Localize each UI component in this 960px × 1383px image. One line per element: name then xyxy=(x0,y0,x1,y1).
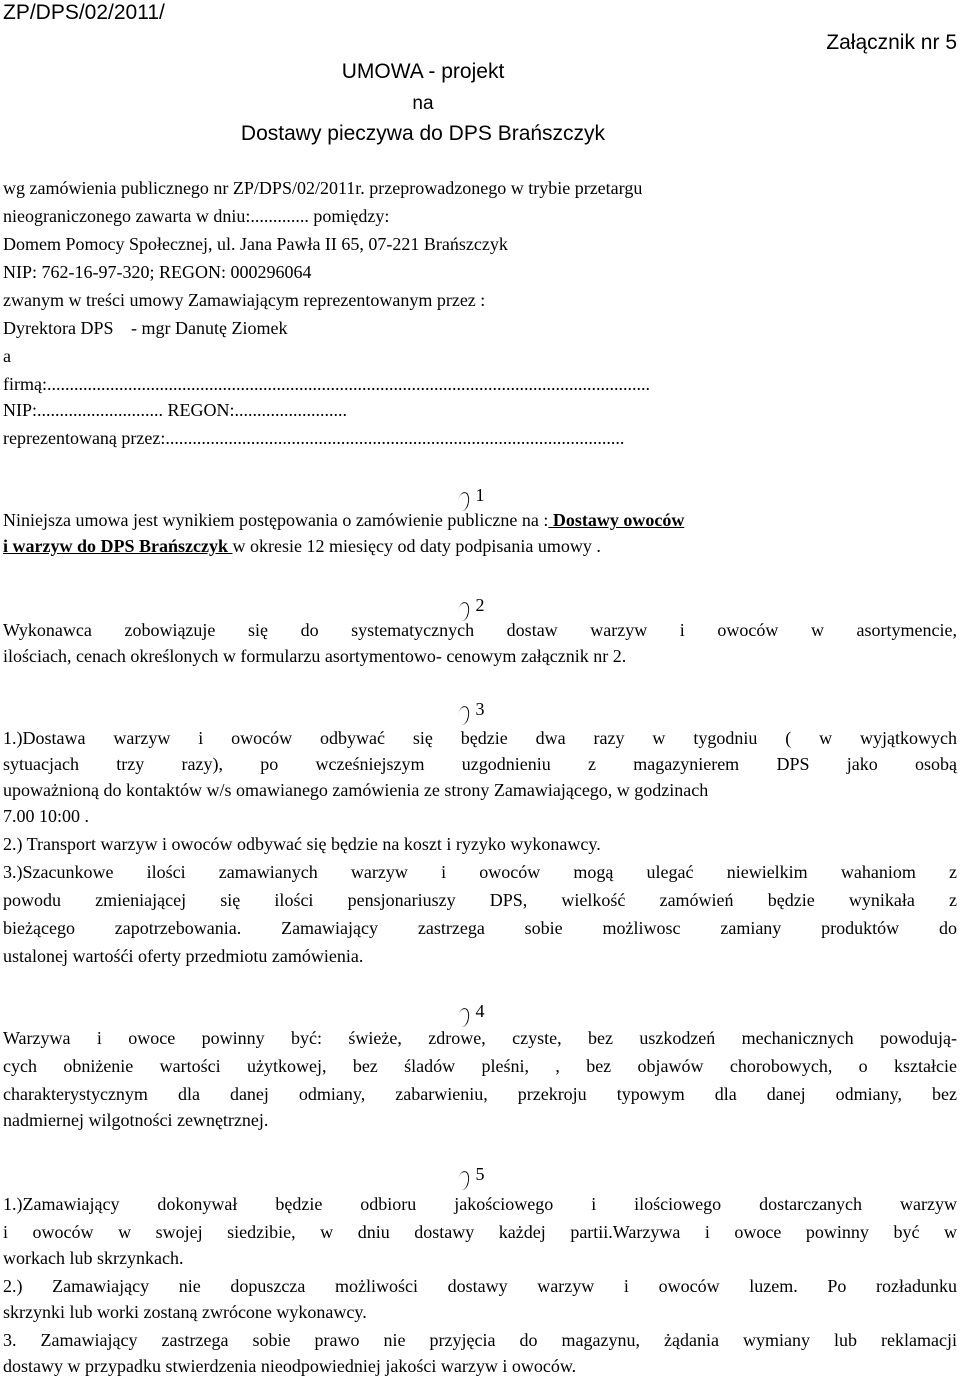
section-heading-1: 1 xyxy=(475,485,485,505)
section-3-line: bieżącego zapotrzebowania. Zamawiający zastrzega sobie możliwosc zamiany produktów do xyxy=(3,918,957,938)
annex-label: Załącznik nr 5 xyxy=(826,31,957,54)
section-3-line: 3.)Szacunkowe ilości zamawianych warzyw i owoców mogą ulegać niewielkim wahaniom z xyxy=(3,862,957,882)
contractor-ids-line: NIP:............................ REGON:......................... xyxy=(3,400,348,420)
representative-line xyxy=(3,315,957,341)
intro-line: wg zamówienia publicznego nr ZP/DPS/02/2011r. przeprowadzonego w trybie przetargu xyxy=(3,178,643,198)
document-title: UMOWA - projekt xyxy=(341,60,505,83)
section-5-line: 1.)Zamawiający dokonywał będzie odbioru jakościowego i ilościowego dostarczanych warzyw xyxy=(3,1194,957,1214)
section-heading-2: 2 xyxy=(475,595,485,615)
section-3-line: upoważnioną do kontaktów w/s omawianego zamówienia ze strony Zamawiającego, w godzinach xyxy=(3,780,709,800)
document-number: ZP/DPS/02/2011/ xyxy=(3,1,165,24)
section-4-line: Warzywa i owoce powinny być: świeże, zdrowe, czyste, bez uszkodzeń mechanicznych powodują- xyxy=(3,1028,957,1048)
section-5-line: 2.) Zamawiający nie dopuszcza możliwości dostawy warzyw i owoców luzem. Po rozładunku xyxy=(3,1276,957,1296)
section-5-line: 3. Zamawiający zastrzega sobie prawo nie przyjęcia do magazynu, żądania wymiany lub reklamacji xyxy=(3,1330,957,1350)
section-2-line: Wykonawca zobowiązuje się do systematycznych dostaw warzyw i owoców w asortymencie, xyxy=(3,620,957,640)
section-4-line: nadmiernej wilgotności zewnętrznej. xyxy=(3,1110,269,1130)
intro-line: nieograniczonego zawarta w dniu:............. pomiędzy: xyxy=(3,206,390,226)
section-4-line: cych obniżenie wartości użytkowej, bez śladów pleśni, , bez objawów chorobowych, o kształcie xyxy=(3,1056,957,1076)
section-1-line: i warzyw do DPS Brańszczyk w okresie 12 miesięcy od daty podpisania umowy . xyxy=(3,536,601,556)
section-2-line: ilościach, cenach określonych w formularzu asortymentowo- cenowym załącznik nr 2. xyxy=(3,646,627,666)
intro-line: zwanym w treści umowy Zamawiającym reprezentowanym przez : xyxy=(3,290,486,310)
contractor-representative-line: reprezentowaną przez:...................................................................................................... xyxy=(3,428,625,448)
intro-line: Domem Pomocy Społecznej, ul. Jana Pawła II 65, 07-221 Brańszczyk xyxy=(3,234,508,254)
representative-name: - mgr Danutę Ziomek xyxy=(131,318,288,338)
section-5-line: workach lub skrzynkach. xyxy=(3,1248,184,1268)
section-3-line: 7.00 10:00 . xyxy=(3,806,90,826)
section-5-line: dostawy w przypadku stwierdzenia nieodpowiedniej jakości warzyw i owoców. xyxy=(3,1356,577,1376)
section-4-line: charakterystycznym dla danej odmiany, zabarwieniu, przekroju typowym dla danej odmiany, bez xyxy=(3,1084,957,1104)
section-3-line: 2.) Transport warzyw i owoców odbywać się będzie na koszt i ryzyko wykonawcy. xyxy=(3,834,601,854)
intro-line: a xyxy=(3,346,11,366)
section-3-line: powodu zmieniającej się ilości pensjonariuszy DPS, wielkość zamówień będzie wynikała z xyxy=(3,890,957,910)
contract-subject: Dostawy owoców xyxy=(548,510,685,530)
section-heading-4: 4 xyxy=(475,1001,485,1021)
section-3-line: 1.)Dostawa warzyw i owoców odbywać się będzie dwa razy w tygodniu ( w wyjątkowych xyxy=(3,728,957,748)
section-heading-3: 3 xyxy=(475,699,485,719)
section-3-line: sytuacjach trzy razy), po wcześniejszym uzgodnieniu z magazynierem DPS jako osobą xyxy=(3,754,957,774)
section-heading-5: 5 xyxy=(475,1164,485,1184)
document-title-connector: na xyxy=(412,93,434,114)
intro-line: NIP: 762-16-97-320; REGON: 000296064 xyxy=(3,262,312,282)
section-1-line: Niniejsza umowa jest wynikiem postępowania o zamówienie publiczne na : Dostawy owoców xyxy=(3,510,685,530)
representative-role: Dyrektora DPS xyxy=(3,318,114,338)
section-5-line: skrzynki lub worki zostaną zwrócone wykonawcy. xyxy=(3,1302,367,1322)
section-5-line: i owoców w swojej siedzibie, w dniu dostawy każdej partii.Warzywa i owoce powinny być w xyxy=(3,1222,957,1242)
document-subtitle: Dostawy pieczywa do DPS Brańszczyk xyxy=(240,122,606,145)
section-3-line: ustalonej wartośći oferty przedmiotu zamówienia. xyxy=(3,946,364,966)
contractor-firm-line: firmą:...................................................................................................................................... xyxy=(3,374,650,394)
contract-subject: i warzyw do DPS Brańszczyk xyxy=(3,536,233,556)
